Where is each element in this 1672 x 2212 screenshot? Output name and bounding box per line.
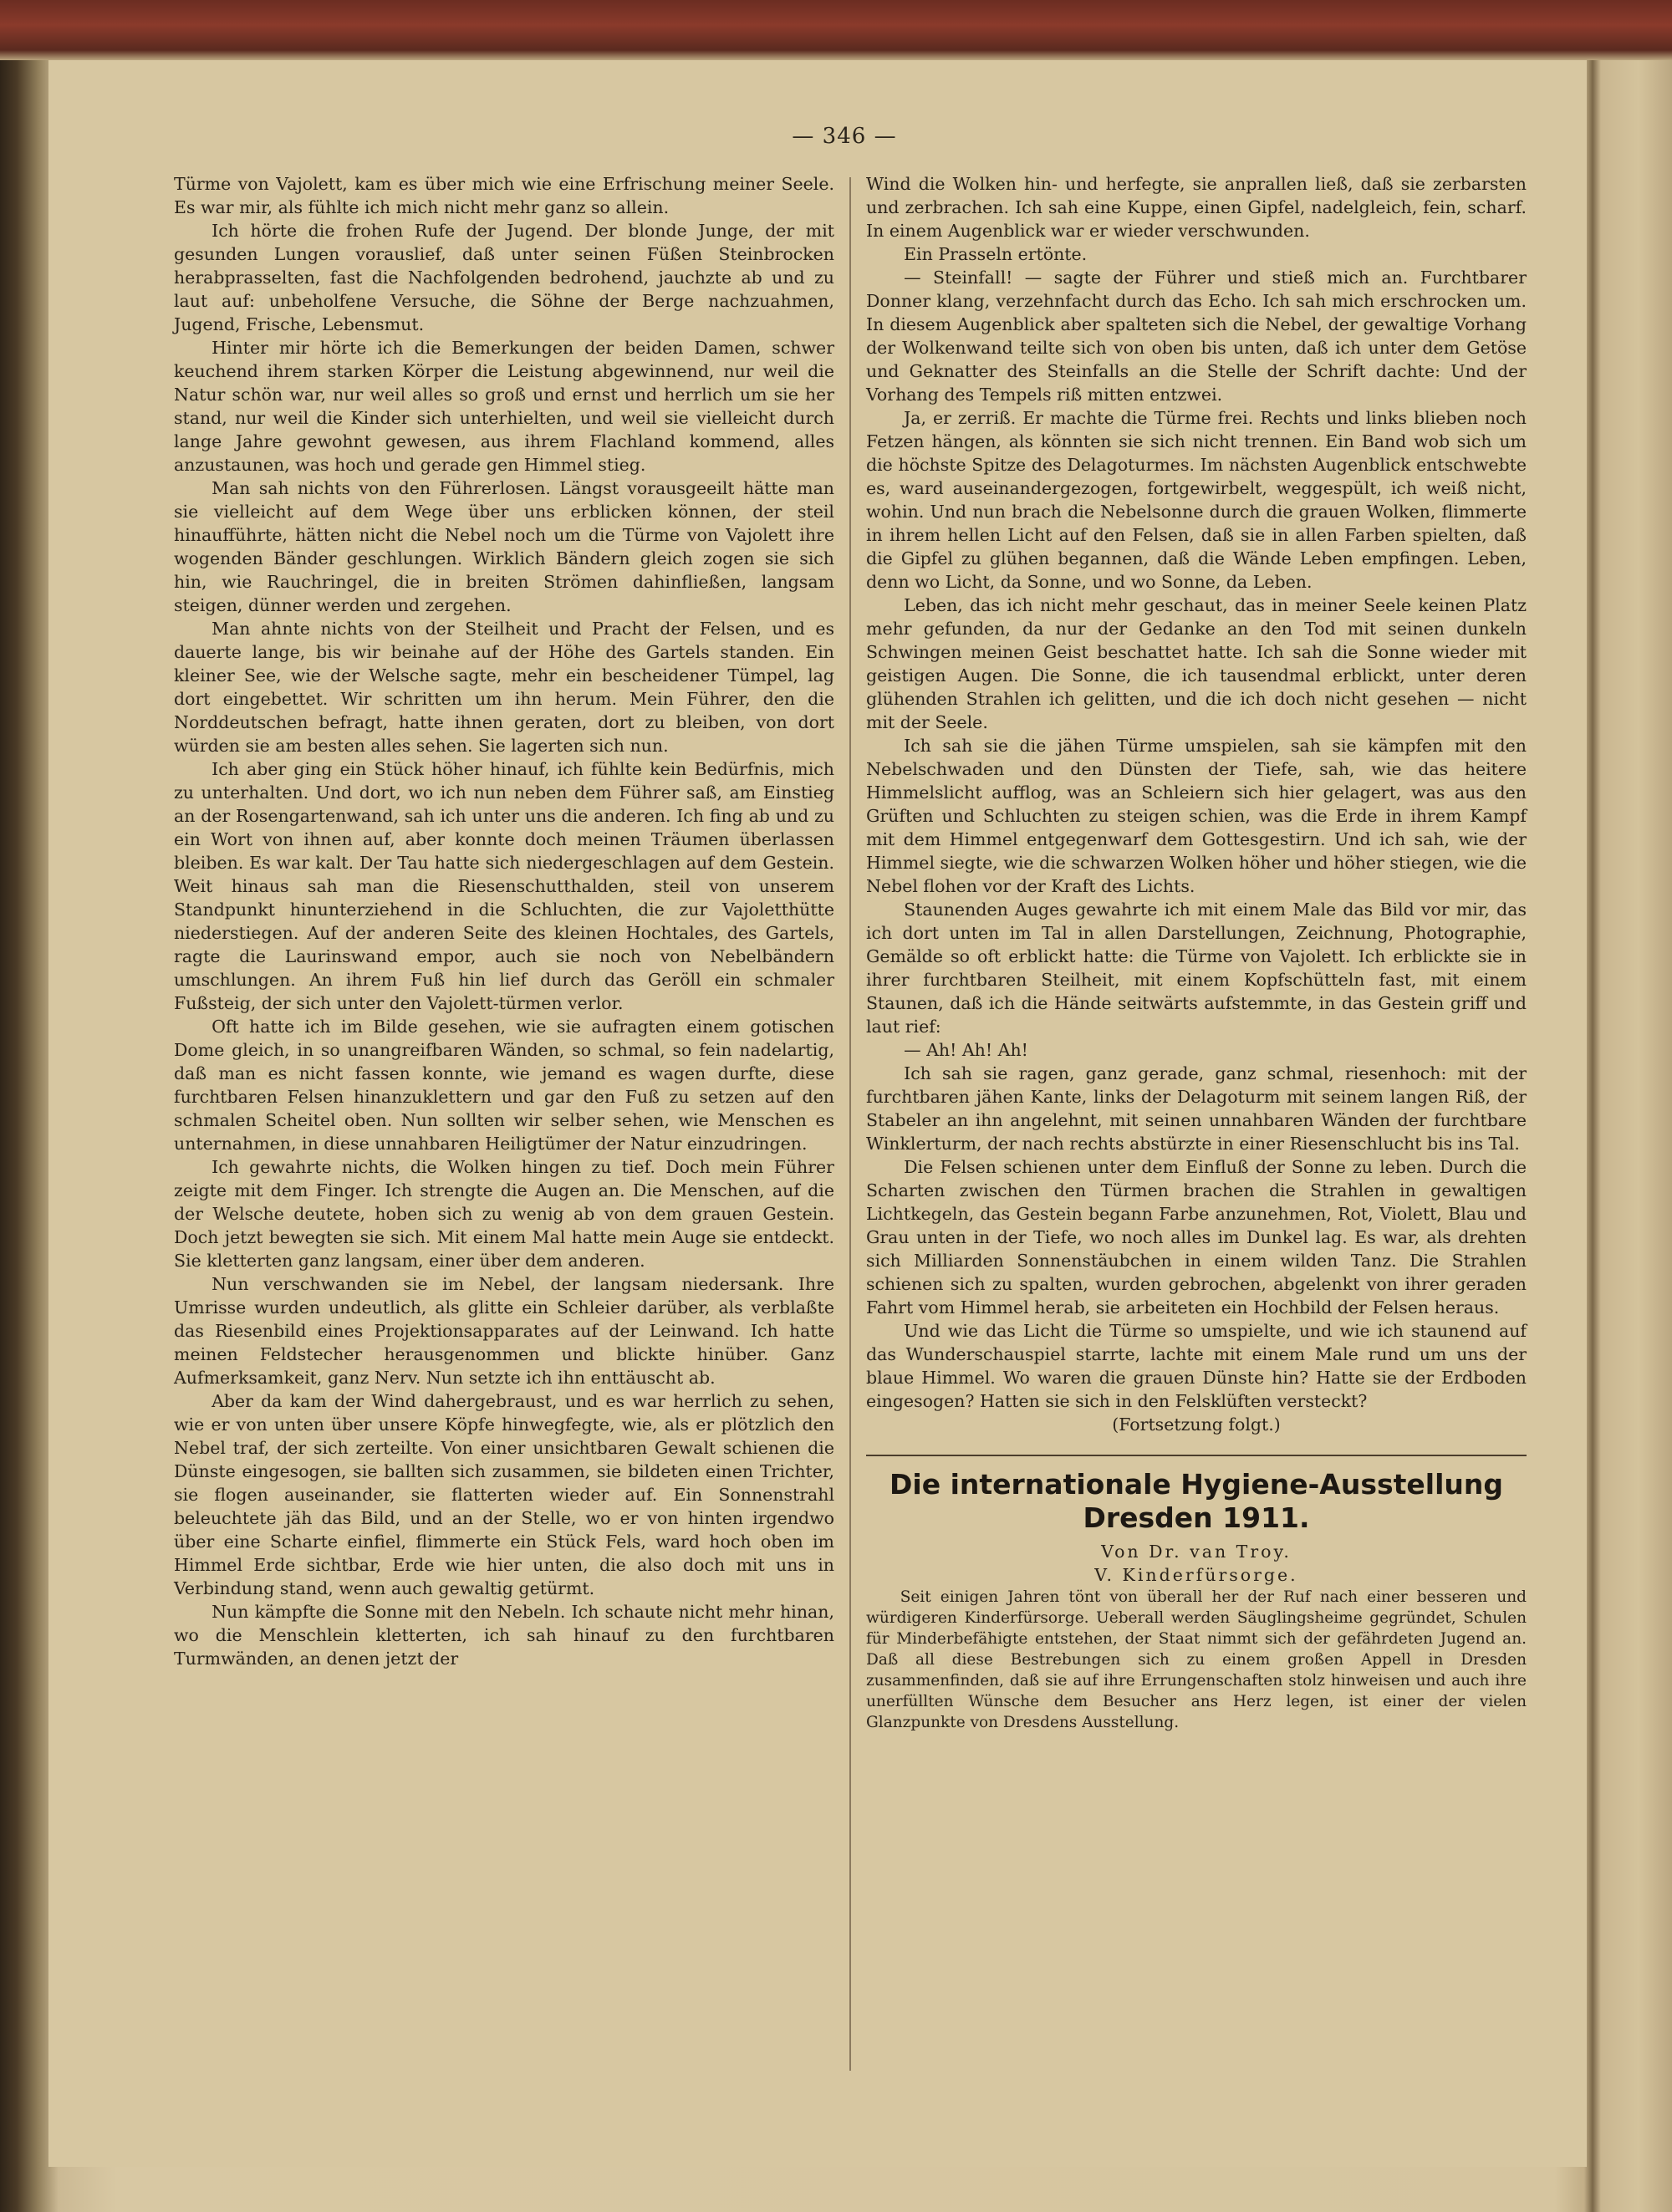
paragraph: — Steinfall! — sagte der Führer und stieß mich an. Furchtbarer Donner klang, verzehnfacht durch das Echo. Ich sah mich erschrocken um. In diesem Augenblick aber spalteten sich die Nebel, der gewaltige Vorhang der Wolkenwand teilte sich von oben bis unten, daß ich unter dem Getöse und Geknatter des Steinfalls an die Stelle der Schrift dachte: Und der Vorhang des Tempels riß mitten entzwei. [866,268,1527,405]
article-section-title: V. Kinderfürsorge. [1094,1565,1298,1585]
article-byline: Von Dr. van Troy. [1101,1542,1292,1562]
paragraph: Ich gewahrte nichts, die Wolken hingen zu tief. Doch mein Führer zeigte mit dem Finger. Ich strengte die Augen an. Die Menschen, auf die der Welsche deutete, hoben sich zu wenig ab von dem grauen Gestein. Doch jetzt bewegten sie sich. Mit einem Mal hatte mein Auge sie entdeckt. Sie kletterten ganz langsam, einer über dem anderen. [174,1157,834,1271]
paragraph: Ich sah sie ragen, ganz gerade, ganz schmal, riesenhoch: mit der furchtbaren jähen Kante, links der Delagoturm mit seinem langen Riß, der Stabeler an ihn angelehnt, mit seinen unnahbaren Wänden der furchtbare Winklerturm, der nach rechts abstürzte in einer Riesenschlucht bis ins Tal. [866,1063,1527,1154]
paragraph: Oft hatte ich im Bilde gesehen, wie sie aufragten einem gotischen Dome gleich, in so unangreifbaren Wänden, so schmal, so fein nadelartig, daß man es nicht fassen konnte, wie jemand es wagen durfte, diese furchtbaren Felsen hinanzuklettern und gar den Fuß zu setzen auf den schmalen Scheitel oben. Nun sollten wir selber sehen, wie Menschen es unternahmen, in diese unnahbaren Heiligtümer der Natur einzudringen. [174,1017,834,1154]
paragraph: Staunenden Auges gewahrte ich mit einem Male das Bild vor mir, das ich dort unten im Tal in allen Darstellungen, Zeichnung, Photographie, Gemälde so oft erblickt hatte: die Türme von Vajolett. Ich erblickte sie in ihrer furchtbaren Steilheit, mit einem Kopfschütteln fast, mit einem Staunen, daß ich die Hände seitwärts aufstemmte, in das Gestein griff und laut rief: [866,900,1527,1037]
paragraph: Ja, er zerriß. Er machte die Türme frei. Rechts und links blieben noch Fetzen hängen, als könnten sie sich nicht trennen. Ein Band wob sich um die höchste Spitze des Delagoturmes. Im nächsten Augenblick entschwebte es, ward auseinandergezogen, fortgewirbelt, weggespült, ich weiß nicht, wohin. Und nun brach die Nebelsonne durch die grauen Wolken, flimmerte in ihrem hellen Licht auf den Felsen, daß sie in allen Farben spielten, daß die Gipfel zu glühen begannen, daß die Wände Leben empfingen. Leben, denn wo Licht, da Sonne, und wo Sonne, da Leben. [866,408,1527,592]
right-column [866,172,1527,1733]
paragraph: Wind die Wolken hin- und herfegte, sie anprallen ließ, daß sie zerbarsten und zerbrachen. Ich sah eine Kuppe, einen Gipfel, nadelgleich, fein, scharf. In einem Augenblick war er wieder verschwunden. [866,174,1527,241]
paragraph: Ein Prasseln ertönte. [904,244,1088,264]
paragraph: Ich aber ging ein Stück höher hinauf, ich fühlte kein Bedürfnis, mich zu unterhalten. Und dort, wo ich nun neben dem Führer saß, am Einstieg an der Rosengartenwand, sah ich unter uns die anderen. Ich fing ab und zu ein Wort von ihnen auf, aber konnte doch meinen Träumen überlassen bleiben. Es war kalt. Der Tau hatte sich niedergeschlagen auf dem Gestein. Weit hinaus sah man die Riesenschutthalden, steil von unserem Standpunkt hinunterziehend in die Schluchten, die zur Vajoletthütte niederstiegen. Auf der anderen Seite des kleinen Hochtales, des Gartels, ragte die Laurinswand empor, auch sie noch von Nebelbändern umschlungen. An ihrem Fuß hin lief durch das Geröll ein schmaler Fußsteig, der sich unter den Vajolett-türmen verlor. [174,759,834,1013]
paragraph: Türme von Vajolett, kam es über mich wie eine Erfrischung meiner Seele. Es war mir, als fühlte ich mich nicht mehr ganz so allein. [174,174,834,217]
paragraph: Und wie das Licht die Türme so umspielte, und wie ich staunend auf das Wunderschauspiel starrte, lachte mit einem Male rund um uns der blaue Himmel. Wo waren die grauen Dünste hin? Hatte sie der Erdboden eingesogen? Hatten sie sich in den Felsklüften versteckt? [866,1321,1527,1411]
paragraph: Ich sah sie die jähen Türme umspielen, sah sie kämpfen mit den Nebelschwaden und den Dünsten der Tiefe, sah, wie das heitere Himmelslicht aufflog, was an Schleiern sich hier gelagert, was aus den Grüften und Schluchten zu steigen schien, was die Erde in ihrem Kampf mit dem Himmel entgegenwarf dem Gottesgestirn. Und ich sah, wie der Himmel siegte, wie die schwarzen Wolken höher und höher stiegen, wie die Nebel flohen vor der Kraft des Lichts. [866,736,1527,896]
book-spine-edge [0,0,1672,60]
paragraph: Aber da kam der Wind dahergebraust, und es war herrlich zu sehen, wie er von unten über unsere Köpfe hinwegfegte, wie, als er plötzlich den Nebel traf, der sich zerteilte. Von einer unsichtbaren Gewalt schienen die Dünste eingesogen, sie ballten sich zusammen, sie bildeten einen Trichter, sie flogen auseinander, sie flatterten wieder auf. Ein Sonnenstrahl beleuchtete jäh das Bild, und an der Stelle, wo er von hinten irgendwo über eine Scharte einfiel, flimmerte ein Stück Fels, ward hoch oben im Himmel Erde sichtbar, Erde wie hier unten, die also doch mit uns in Verbindung stand, wenn auch gewaltig getürmt. [174,1391,834,1598]
paragraph: Nun kämpfte die Sonne mit den Nebeln. Ich schaute nicht mehr hinan, wo die Menschlein kletterten, ich sah hinauf zu den furchtbaren Turmwänden, an denen jetzt der [174,1602,834,1669]
article-paragraph: Seit einigen Jahren tönt von überall her der Ruf nach einer besseren und würdigeren Kinderfürsorge. Ueberall werden Säuglingsheime gegründet, Schulen für Minderbefähigte entstehen, der Staat nimmt sich der gefährdeten Jugend an. Daß all diese Bestrebungen sich zu einem großen Appell in Dresden zusammenfinden, daß sie auf ihre Errungenschaften stolz hinweisen und auch ihre unerfüllten Wünsche dem Besucher ans Herz legen, ist einer der vielen Glanzpunkte von Dresdens Ausstellung. [866,1588,1527,1731]
article-title: Die internationale Hygiene-Ausstellung Dresden 1911. [890,1468,1503,1534]
continued-note: (Fortsetzung folgt.) [1112,1414,1281,1435]
paragraph: Man sah nichts von den Führerlosen. Längst vorausgeeilt hätte man sie vielleicht auf dem Wege über uns erblicken können, der steil hinaufführte, hätten nicht die Nebel noch um die Türme von Vajolett ihre wogenden Bänder geschlungen. Wirklich Bändern gleich zogen sie sich hin, wie Rauchringel, die in breiten Strömen dahinfließen, langsam steigen, dünner werden und zergehen. [174,478,834,615]
paragraph: Hinter mir hörte ich die Bemerkungen der beiden Damen, schwer keuchend ihrem starken Körper die Leistung abgewinnend, nur weil die Natur schön war, nur weil alles so groß und ernst und herrlich um sie her stand, nur weil die Kinder sich unterhielten, und weil sie vielleicht durch lange Jahre gewohnt gewesen, aus ihrem Flachland kommend, alles anzustaunen, was hoch und gerade gen Himmel stieg. [174,338,834,475]
paragraph: Die Felsen schienen unter dem Einfluß der Sonne zu leben. Durch die Scharten zwischen den Türmen brachen die Strahlen in gewaltigen Lichtkegeln, das Gestein begann Farbe anzunehmen, Rot, Violett, Blau und Grau unten in der Tiefe, wo noch alles im Dunkel lag. Es war, als drehten sich Milliarden Sonnenstäubchen in einem wilden Tanz. Die Strahlen schienen sich zu spalten, wurden gebrochen, abgelenkt von ihrer geraden Fahrt vom Himmel herab, sie arbeiteten ein Hochbild der Felsen heraus. [866,1157,1527,1318]
paragraph: Man ahnte nichts von der Steilheit und Pracht der Felsen, und es dauerte lange, bis wir beinahe auf der Höhe des Gartels standen. Ein kleiner See, wie der Welsche sagte, mehr ein bescheidener Tümpel, lag dort eingebettet. Wir schritten um ihn herum. Mein Führer, den die Norddeutschen befragt, hatte ihnen geraten, dort zu bleiben, von dort würden sie am besten alles sehen. Sie lagerten sich nun. [174,619,834,756]
article-separator [866,1455,1527,1456]
paragraph: — Ah! Ah! Ah! [904,1040,1028,1060]
paragraph: Nun verschwanden sie im Nebel, der langsam niedersank. Ihre Umrisse wurden undeutlich, als glitte ein Schleier darüber, als verblaßte das Riesenbild eines Projektionsapparates auf der Leinwand. Ich hatte meinen Feldstecher herausgenommen und blickte hinüber. Ganz Aufmerksamkeit, ganz Nerv. Nun setzte ich ihn enttäuscht ab. [174,1274,834,1388]
paragraph: Leben, das ich nicht mehr geschaut, das in meiner Seele keinen Platz mehr gefunden, da nur der Gedanke an den Tod mit seinen dunkeln Schwingen meinen Geist beschattet hatte. Ich sah die Sonne wieder mit geistigen Augen. Die Sonne, die ich tausendmal erblickt, unter deren glühenden Strahlen ich gelitten, und die ich doch nicht gesehen — nicht mit der Seele. [866,595,1527,732]
page-number: — 346 — [792,124,897,149]
paragraph: Ich hörte die frohen Rufe der Jugend. Der blonde Junge, der mit gesunden Lungen vorauslief, daß unter seinen Füßen Steinbrocken herabprasselten, fast die Nachfolgenden bedrohend, jauchzte ab und zu laut auf: unbeholfene Versuche, die Söhne der Berge nachzuahmen, Jugend, Frische, Lebensmut. [174,221,834,334]
left-column [174,172,834,1670]
column-divider [849,177,851,2071]
